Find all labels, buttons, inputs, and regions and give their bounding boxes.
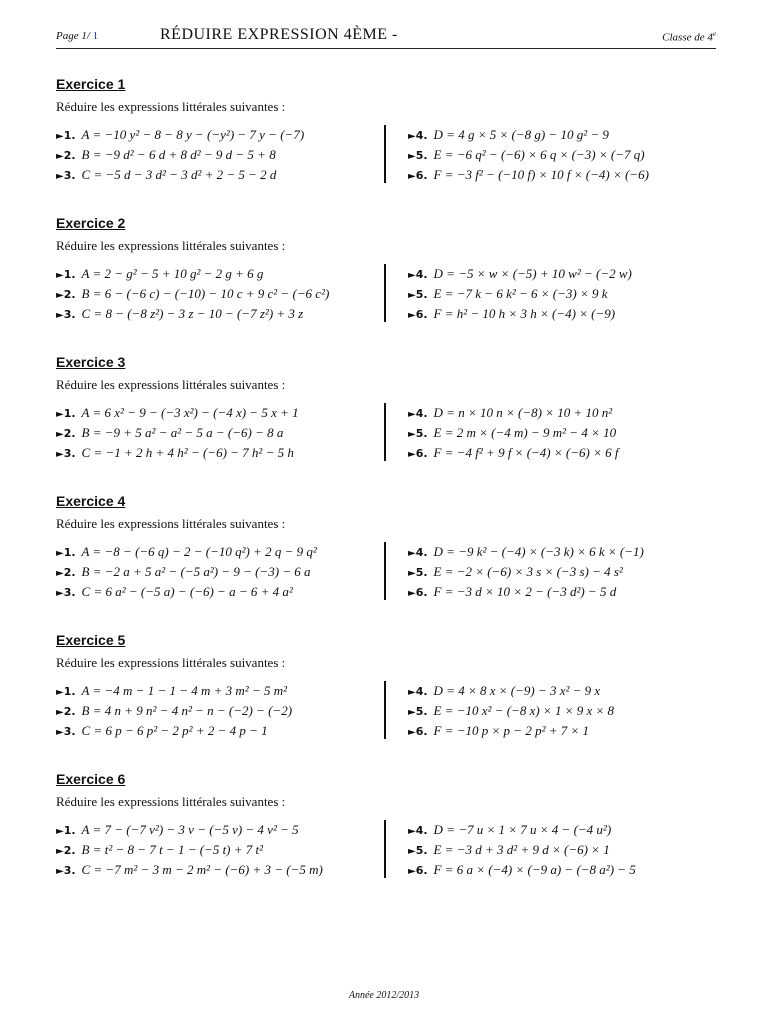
item-expression: D = −7 u × 1 × 7 u × 4 − (−4 u²) — [433, 822, 612, 837]
triangle-marker-icon: ► — [56, 588, 64, 599]
exercise-item — [56, 165, 376, 185]
exercise-item — [56, 443, 376, 463]
exercise-1 — [56, 74, 716, 185]
item-expression: E = 2 m × (−4 m) − 9 m² − 4 × 10 — [433, 425, 617, 440]
item-marker — [408, 268, 428, 281]
triangle-marker-icon: ► — [56, 449, 64, 460]
triangle-marker-icon: ► — [408, 270, 416, 281]
triangle-marker-icon: ► — [56, 151, 64, 162]
class-label — [662, 30, 716, 44]
triangle-marker-icon: ► — [408, 449, 416, 460]
exercise-item — [56, 304, 376, 324]
item-marker — [408, 308, 428, 321]
exercise-item — [408, 403, 728, 423]
item-marker — [56, 586, 76, 599]
item-marker — [56, 566, 76, 579]
exercise-item — [56, 145, 376, 165]
item-expression: F = h² − 10 h × 3 h × (−4) × (−9) — [433, 306, 616, 321]
item-label: 1. — [63, 685, 76, 698]
item-label: 6. — [415, 725, 428, 738]
item-marker — [408, 864, 428, 877]
item-expression: E = −3 d + 3 d² + 9 d × (−6) × 1 — [433, 842, 610, 857]
item-expression: C = 8 − (−8 z²) − 3 z − 10 − (−7 z²) + 3 z — [81, 306, 304, 321]
exercise-title: Exercice 4 — [56, 493, 126, 509]
exercise-item — [56, 582, 376, 602]
item-expression: B = −9 d² − 6 d + 8 d² − 9 d − 5 + 8 — [81, 147, 276, 162]
item-label: 5. — [415, 427, 428, 440]
item-expression: A = 2 − g² − 5 + 10 g² − 2 g + 6 g — [81, 266, 264, 281]
left-column — [56, 264, 376, 324]
left-column — [56, 403, 376, 463]
exercise-item — [56, 284, 376, 304]
triangle-marker-icon: ► — [56, 687, 64, 698]
triangle-marker-icon: ► — [408, 548, 416, 559]
exercise-item — [408, 125, 728, 145]
triangle-marker-icon: ► — [56, 826, 64, 837]
item-label: 4. — [415, 824, 428, 837]
item-expression: C = −7 m² − 3 m − 2 m² − (−6) + 3 − (−5 m) — [81, 862, 323, 877]
triangle-marker-icon: ► — [56, 727, 64, 738]
column-divider — [384, 403, 386, 461]
item-label: 3. — [63, 308, 76, 321]
exercise-item — [56, 721, 376, 741]
item-label: 4. — [415, 685, 428, 698]
triangle-marker-icon: ► — [408, 588, 416, 599]
item-marker — [56, 844, 76, 857]
triangle-marker-icon: ► — [56, 568, 64, 579]
triangle-marker-icon: ► — [56, 171, 64, 182]
page-number — [56, 30, 98, 42]
item-expression: A = −8 − (−6 q) − 2 − (−10 q²) + 2 q − 9 q² — [81, 544, 317, 559]
item-marker — [56, 705, 76, 718]
item-label: 5. — [415, 844, 428, 857]
item-label: 2. — [63, 149, 76, 162]
right-column — [408, 820, 728, 880]
item-label: 1. — [63, 268, 76, 281]
item-expression: C = 6 p − 6 p² − 2 p² + 2 − 4 p − 1 — [81, 723, 268, 738]
item-label: 1. — [63, 129, 76, 142]
item-expression: B = t² − 8 − 7 t − 1 − (−5 t) + 7 t² — [81, 842, 264, 857]
triangle-marker-icon: ► — [408, 131, 416, 142]
exercise-columns — [56, 264, 716, 324]
triangle-marker-icon: ► — [408, 290, 416, 301]
item-marker — [56, 268, 76, 281]
item-marker — [408, 169, 428, 182]
exercise-item — [408, 701, 728, 721]
left-column — [56, 820, 376, 880]
item-expression: A = −4 m − 1 − 1 − 4 m + 3 m² − 5 m² — [81, 683, 288, 698]
exercise-item — [56, 562, 376, 582]
exercise-title: Exercice 3 — [56, 354, 126, 370]
item-label: 1. — [63, 824, 76, 837]
exercise-item — [408, 423, 728, 443]
exercise-columns — [56, 403, 716, 463]
triangle-marker-icon: ► — [408, 568, 416, 579]
exercise-5 — [56, 630, 716, 741]
item-label: 6. — [415, 308, 428, 321]
triangle-marker-icon: ► — [56, 846, 64, 857]
item-label: 5. — [415, 149, 428, 162]
exercise-intro: Réduire les expressions littérales suivantes : — [56, 516, 286, 531]
item-label: 5. — [415, 705, 428, 718]
item-marker — [56, 129, 76, 142]
item-label: 6. — [415, 864, 428, 877]
item-expression: C = −5 d − 3 d² − 3 d² + 2 − 5 − 2 d — [81, 167, 277, 182]
left-column — [56, 542, 376, 602]
item-expression: A = −10 y² − 8 − 8 y − (−y²) − 7 y − (−7) — [81, 127, 305, 142]
column-divider — [384, 125, 386, 183]
item-marker — [56, 308, 76, 321]
triangle-marker-icon: ► — [408, 866, 416, 877]
item-expression: B = 4 n + 9 n² − 4 n² − n − (−2) − (−2) — [81, 703, 293, 718]
item-label: 4. — [415, 129, 428, 142]
item-marker — [56, 824, 76, 837]
item-label: 4. — [415, 268, 428, 281]
exercise-item — [56, 423, 376, 443]
right-column — [408, 542, 728, 602]
exercise-4 — [56, 491, 716, 602]
exercise-item — [56, 860, 376, 880]
exercise-item — [408, 681, 728, 701]
class-label-text: Classe de 4 — [662, 31, 713, 44]
triangle-marker-icon: ► — [56, 866, 64, 877]
triangle-marker-icon: ► — [408, 687, 416, 698]
exercise-item — [56, 681, 376, 701]
item-expression: F = −10 p × p − 2 p² + 7 × 1 — [433, 723, 590, 738]
exercise-item — [56, 840, 376, 860]
page-prefix: Page 1/ — [56, 30, 90, 42]
exercise-item — [408, 284, 728, 304]
exercise-3 — [56, 352, 716, 463]
item-expression: A = 7 − (−7 v²) − 3 v − (−5 v) − 4 v² − 5 — [81, 822, 299, 837]
item-expression: B = −9 + 5 a² − a² − 5 a − (−6) − 8 a — [81, 425, 284, 440]
item-marker — [408, 129, 428, 142]
exercise-item — [56, 125, 376, 145]
exercise-item — [408, 443, 728, 463]
item-marker — [56, 447, 76, 460]
triangle-marker-icon: ► — [56, 548, 64, 559]
exercise-title: Exercice 6 — [56, 771, 126, 787]
exercise-item — [408, 840, 728, 860]
exercise-item — [408, 562, 728, 582]
exercise-item — [408, 542, 728, 562]
exercise-intro: Réduire les expressions littérales suivantes : — [56, 99, 286, 114]
right-column — [408, 403, 728, 463]
item-marker — [408, 407, 428, 420]
exercise-item — [56, 820, 376, 840]
exercise-item — [56, 403, 376, 423]
left-column — [56, 125, 376, 185]
item-label: 1. — [63, 546, 76, 559]
exercise-item — [408, 304, 728, 324]
exercise-item — [408, 145, 728, 165]
item-expression: D = n × 10 n × (−8) × 10 + 10 n² — [433, 405, 613, 420]
item-marker — [408, 149, 428, 162]
column-divider — [384, 820, 386, 878]
triangle-marker-icon: ► — [56, 310, 64, 321]
right-column — [408, 125, 728, 185]
item-marker — [408, 288, 428, 301]
triangle-marker-icon: ► — [408, 846, 416, 857]
item-expression: E = −2 × (−6) × 3 s × (−3 s) − 4 s² — [433, 564, 623, 579]
exercise-item — [408, 860, 728, 880]
document-title: RÉDUIRE EXPRESSION 4ÈME - — [160, 26, 398, 43]
page-total-link[interactable]: 1 — [92, 30, 99, 42]
item-marker — [56, 149, 76, 162]
item-marker — [56, 685, 76, 698]
item-label: 6. — [415, 447, 428, 460]
item-label: 3. — [63, 169, 76, 182]
item-label: 3. — [63, 586, 76, 599]
item-marker — [56, 288, 76, 301]
item-marker — [408, 566, 428, 579]
item-label: 3. — [63, 864, 76, 877]
item-expression: F = −3 d × 10 × 2 − (−3 d²) − 5 d — [433, 584, 617, 599]
item-expression: F = 6 a × (−4) × (−9 a) − (−8 a²) − 5 — [433, 862, 636, 877]
page-header — [56, 26, 716, 49]
item-label: 6. — [415, 586, 428, 599]
item-marker — [408, 705, 428, 718]
triangle-marker-icon: ► — [408, 151, 416, 162]
item-marker — [408, 427, 428, 440]
triangle-marker-icon: ► — [56, 290, 64, 301]
item-expression: F = −4 f² + 9 f × (−4) × (−6) × 6 f — [433, 445, 619, 460]
column-divider — [384, 681, 386, 739]
column-divider — [384, 264, 386, 322]
exercise-item — [408, 165, 728, 185]
item-label: 3. — [63, 725, 76, 738]
item-marker — [56, 546, 76, 559]
item-marker — [408, 586, 428, 599]
exercise-intro: Réduire les expressions littérales suivantes : — [56, 655, 286, 670]
exercise-title: Exercice 1 — [56, 76, 126, 92]
exercise-columns — [56, 542, 716, 602]
exercise-item — [56, 264, 376, 284]
triangle-marker-icon: ► — [56, 707, 64, 718]
item-expression: E = −7 k − 6 k² − 6 × (−3) × 9 k — [433, 286, 608, 301]
right-column — [408, 264, 728, 324]
item-expression: D = 4 g × 5 × (−8 g) − 10 g² − 9 — [433, 127, 609, 142]
item-label: 4. — [415, 407, 428, 420]
item-marker — [56, 407, 76, 420]
item-expression: C = 6 a² − (−5 a) − (−6) − a − 6 + 4 a² — [81, 584, 293, 599]
exercise-item — [408, 264, 728, 284]
exercise-item — [408, 582, 728, 602]
page-footer: Année 2012/2013 — [348, 990, 420, 1001]
item-expression: A = 6 x² − 9 − (−3 x²) − (−4 x) − 5 x + 1 — [81, 405, 299, 420]
exercise-intro: Réduire les expressions littérales suivantes : — [56, 377, 286, 392]
left-column — [56, 681, 376, 741]
right-column — [408, 681, 728, 741]
exercise-item — [408, 721, 728, 741]
item-marker — [408, 546, 428, 559]
exercise-item — [56, 701, 376, 721]
item-marker — [408, 725, 428, 738]
triangle-marker-icon: ► — [408, 707, 416, 718]
exercise-item — [56, 542, 376, 562]
item-expression: D = −5 × w × (−5) + 10 w² − (−2 w) — [433, 266, 632, 281]
exercise-2 — [56, 213, 716, 324]
exercise-title: Exercice 5 — [56, 632, 126, 648]
triangle-marker-icon: ► — [56, 429, 64, 440]
class-label-sup: e — [712, 30, 716, 38]
triangle-marker-icon: ► — [408, 310, 416, 321]
exercise-item — [408, 820, 728, 840]
item-marker — [408, 685, 428, 698]
item-label: 2. — [63, 844, 76, 857]
item-marker — [56, 169, 76, 182]
item-label: 2. — [63, 288, 76, 301]
item-marker — [408, 824, 428, 837]
triangle-marker-icon: ► — [408, 826, 416, 837]
item-label: 5. — [415, 288, 428, 301]
item-label: 2. — [63, 427, 76, 440]
item-expression: D = −9 k² − (−4) × (−3 k) × 6 k × (−1) — [433, 544, 644, 559]
triangle-marker-icon: ► — [56, 131, 64, 142]
exercise-columns — [56, 681, 716, 741]
item-expression: F = −3 f² − (−10 f) × 10 f × (−4) × (−6) — [433, 167, 649, 182]
exercise-columns — [56, 125, 716, 185]
item-label: 4. — [415, 546, 428, 559]
exercise-columns — [56, 820, 716, 880]
item-marker — [56, 427, 76, 440]
triangle-marker-icon: ► — [56, 409, 64, 420]
column-divider — [384, 542, 386, 600]
exercise-intro: Réduire les expressions littérales suivantes : — [56, 794, 286, 809]
item-marker — [56, 864, 76, 877]
item-label: 6. — [415, 169, 428, 182]
triangle-marker-icon: ► — [408, 727, 416, 738]
item-marker — [408, 844, 428, 857]
triangle-marker-icon: ► — [408, 409, 416, 420]
item-expression: E = −6 q² − (−6) × 6 q × (−3) × (−7 q) — [433, 147, 645, 162]
item-label: 2. — [63, 705, 76, 718]
item-label: 1. — [63, 407, 76, 420]
triangle-marker-icon: ► — [408, 171, 416, 182]
item-expression: D = 4 × 8 x × (−9) − 3 x² − 9 x — [433, 683, 601, 698]
triangle-marker-icon: ► — [408, 429, 416, 440]
triangle-marker-icon: ► — [56, 270, 64, 281]
exercise-intro: Réduire les expressions littérales suivantes : — [56, 238, 286, 253]
exercise-title: Exercice 2 — [56, 215, 126, 231]
item-marker — [56, 725, 76, 738]
item-marker — [408, 447, 428, 460]
item-expression: C = −1 + 2 h + 4 h² − (−6) − 7 h² − 5 h — [81, 445, 294, 460]
item-expression: B = −2 a + 5 a² − (−5 a²) − 9 − (−3) − 6 a — [81, 564, 311, 579]
exercise-6 — [56, 769, 716, 880]
item-label: 5. — [415, 566, 428, 579]
item-expression: B = 6 − (−6 c) − (−10) − 10 c + 9 c² − (−6 c²) — [81, 286, 330, 301]
item-label: 3. — [63, 447, 76, 460]
item-label: 2. — [63, 566, 76, 579]
item-expression: E = −10 x² − (−8 x) × 1 × 9 x × 8 — [433, 703, 615, 718]
